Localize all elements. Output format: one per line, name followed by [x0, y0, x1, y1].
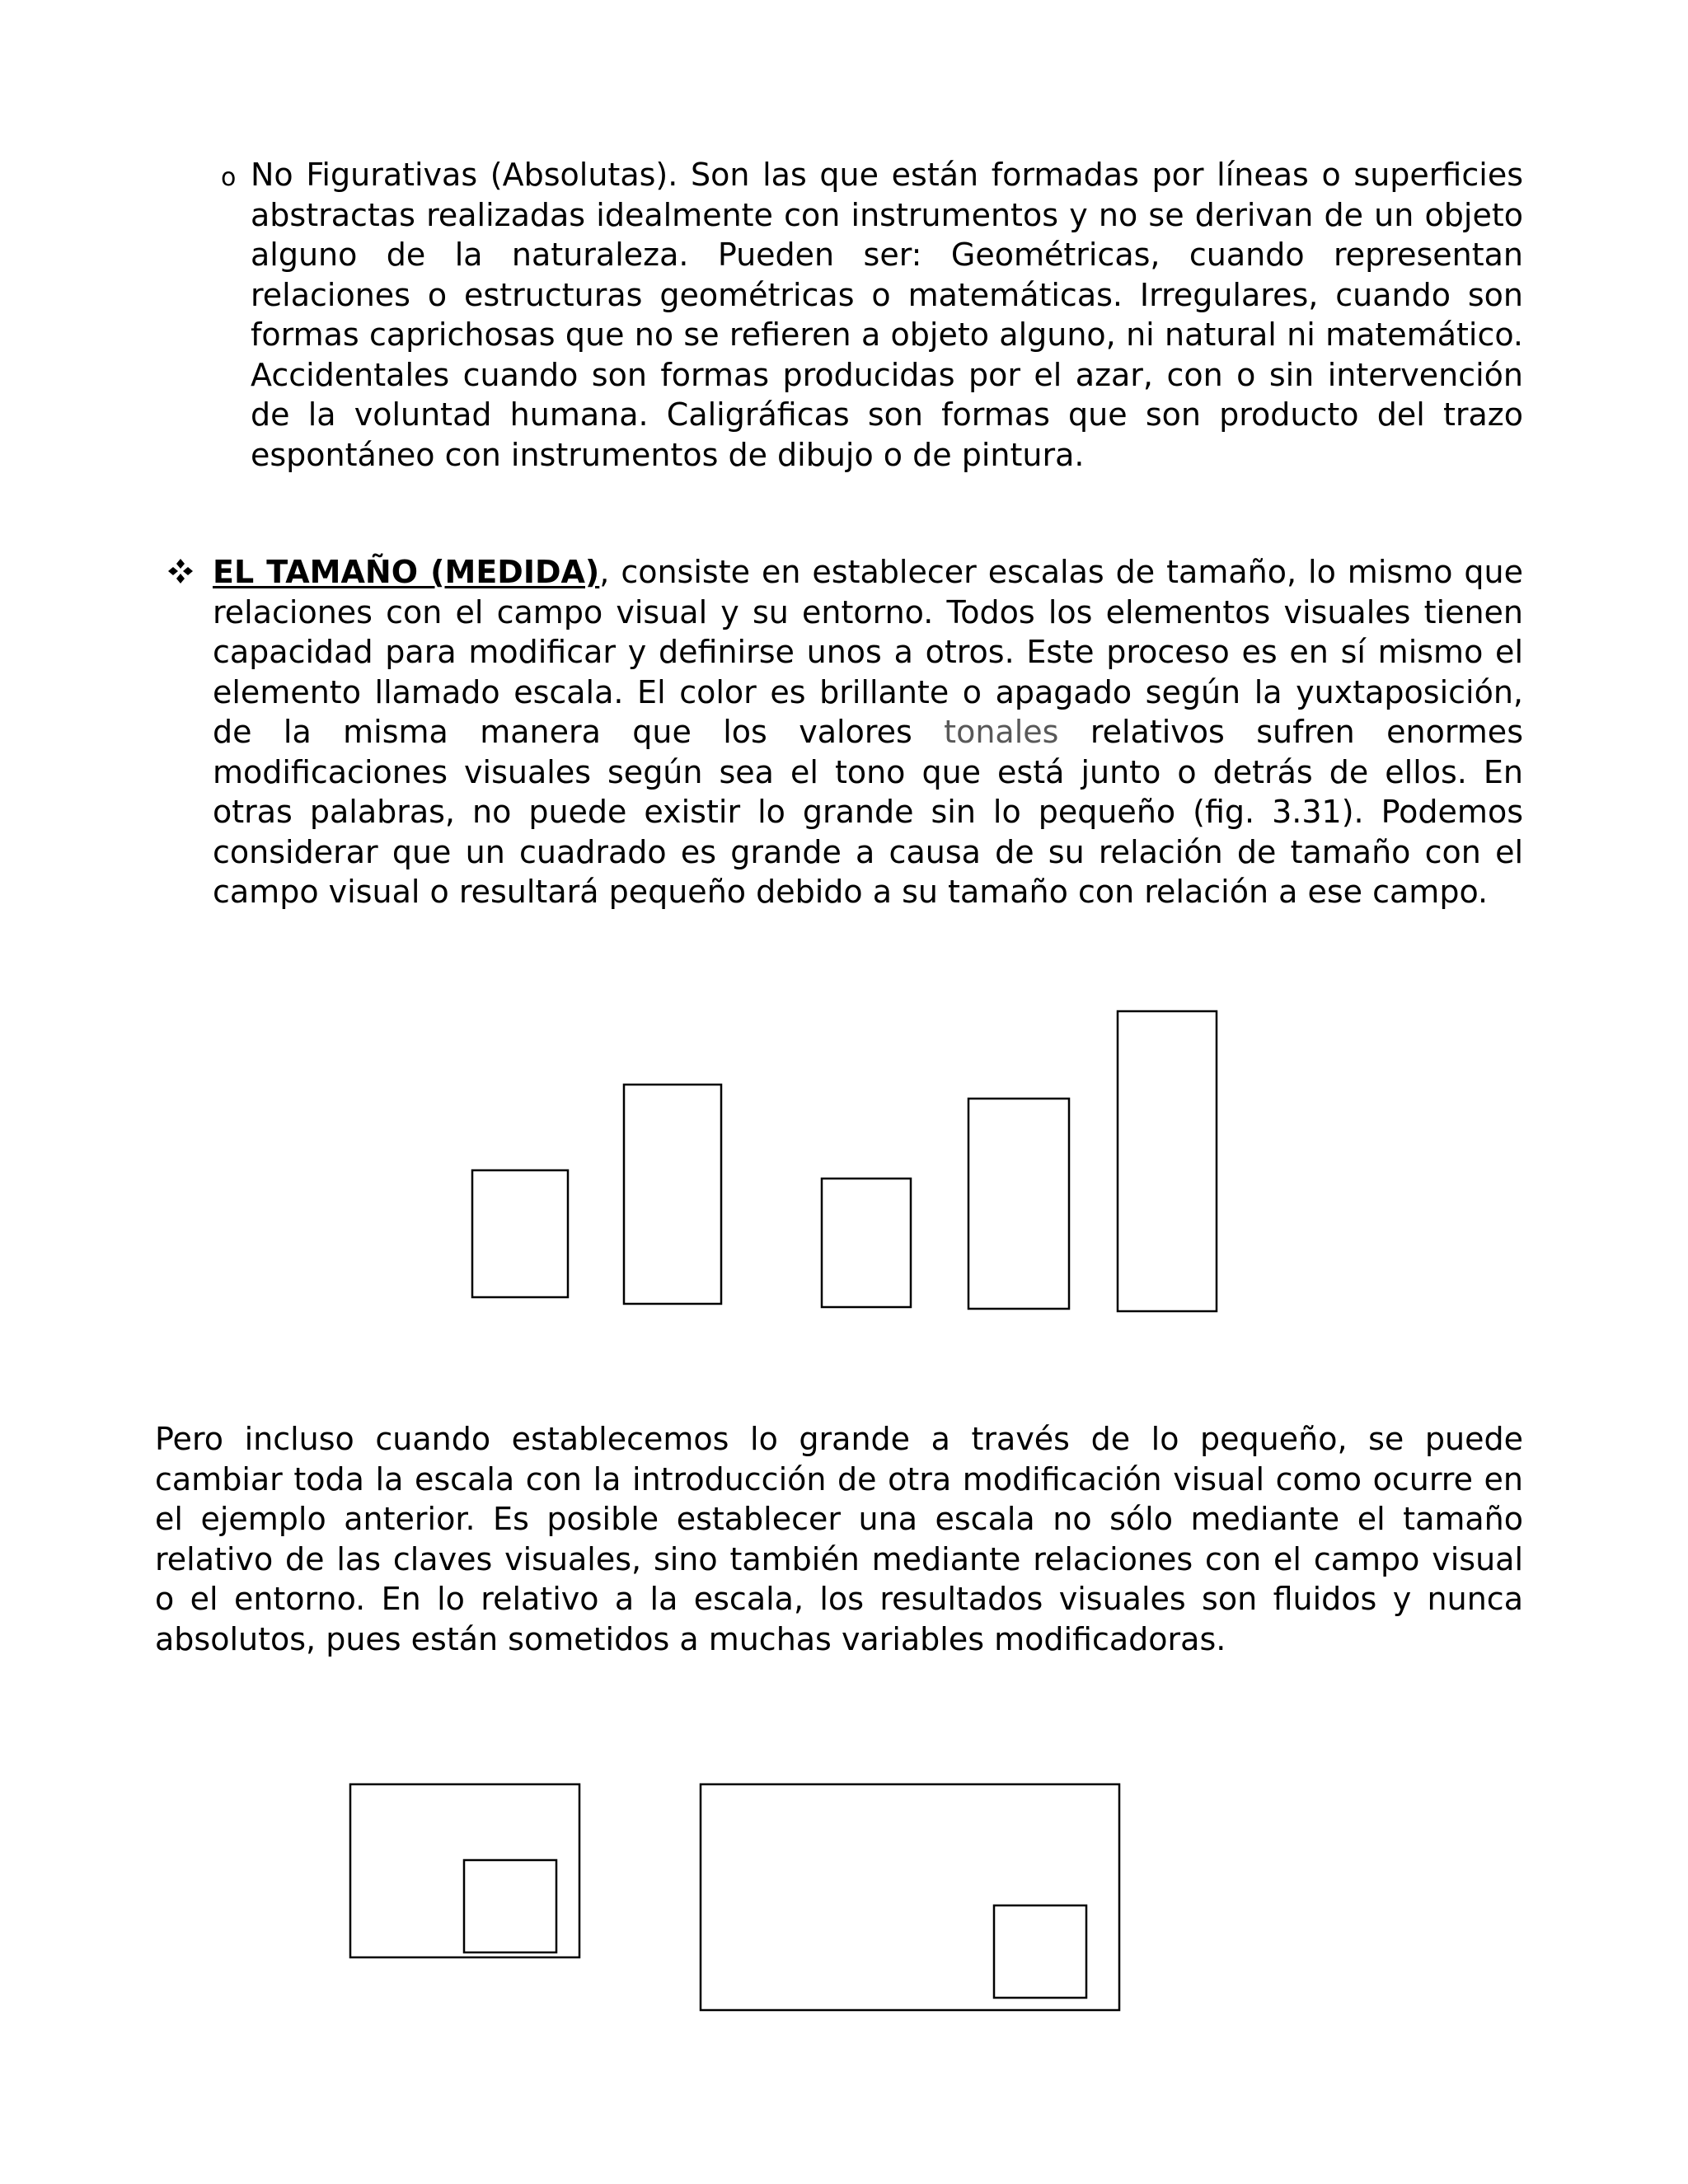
tamano-text-part2: relativos sufren enormes modificaciones visuales según sea el tono que está junto o detrás de ellos. En otras palabras, no puede existir lo grande sin lo pequeño (fig. 3.31). Podemos considerar que un cuadrado es grande a causa de su relación de tamaño con el campo visual o resultará pequeño debido a su tamaño con relación a ese campo. — [213, 714, 1523, 910]
tamano-text-part1: , consiste en establecer escalas de tamaño, lo mismo que relaciones con el campo visual y su entorno. Todos los elementos visuales tienen capacidad para modificar y definirse unos a otros. Este proceso es en sí mismo el elemento llamado escala. El color es brillante o apagado según la yuxtaposición, de la misma manera que los valores — [213, 554, 1523, 750]
figure-rectangle-1 — [472, 1170, 568, 1297]
figure-square-in-small-field — [464, 1860, 556, 1952]
heading-el-tamano: EL TAMAÑO (MEDIDA) — [213, 554, 600, 590]
figure-field-squares — [346, 1780, 1129, 2027]
paragraph-no-figurativas: No Figurativas (Absolutas). Son las que están formadas por líneas o superficies abstractas realizadas idealmente con instrumentos y no se derivan de un objeto alguno de la naturaleza. Pueden ser: Geométricas, cuando representan relaciones o estructuras geométricas o matemáticas. Irregulares, cuando son formas caprichosas que no se refieren a objeto alguno, ni natural ni matemático. Accidentales cuando son formas producidas por el azar, con o sin intervención de la voluntad humana. Caligráficas son formas que son producto del trazo espontáneo con instrumentos de dibujo o de pintura. — [251, 157, 1523, 473]
paragraph-el-tamano — [213, 552, 1523, 912]
highlighted-word-tonales: tonales — [944, 714, 1059, 750]
figure-scale-rectangles — [462, 997, 1236, 1327]
figure-rectangle-2 — [624, 1085, 721, 1304]
paragraph-escala: Pero incluso cuando establecemos lo grande a través de lo pequeño, se puede cambiar toda la escala con la introducción de otra modificación visual como ocurre en el ejemplo anterior. Es posible establecer una escala no sólo mediante el tamaño relativo de las claves visuales, sino también mediante relaciones con el campo visual o el entorno. En lo relativo a la escala, los resultados visuales son fluidos y nunca absolutos, pues están sometidos a muchas variables modificadoras. — [155, 1421, 1523, 1657]
diamond-bullet-icon — [166, 557, 195, 585]
figure-square-in-large-field — [994, 1905, 1086, 1998]
figure-rectangle-5 — [1118, 1011, 1217, 1311]
circle-bullet-icon: o — [221, 163, 237, 192]
figure-large-field — [701, 1784, 1119, 2010]
figure-rectangle-3 — [822, 1179, 911, 1307]
figure-rectangle-4 — [968, 1099, 1069, 1309]
